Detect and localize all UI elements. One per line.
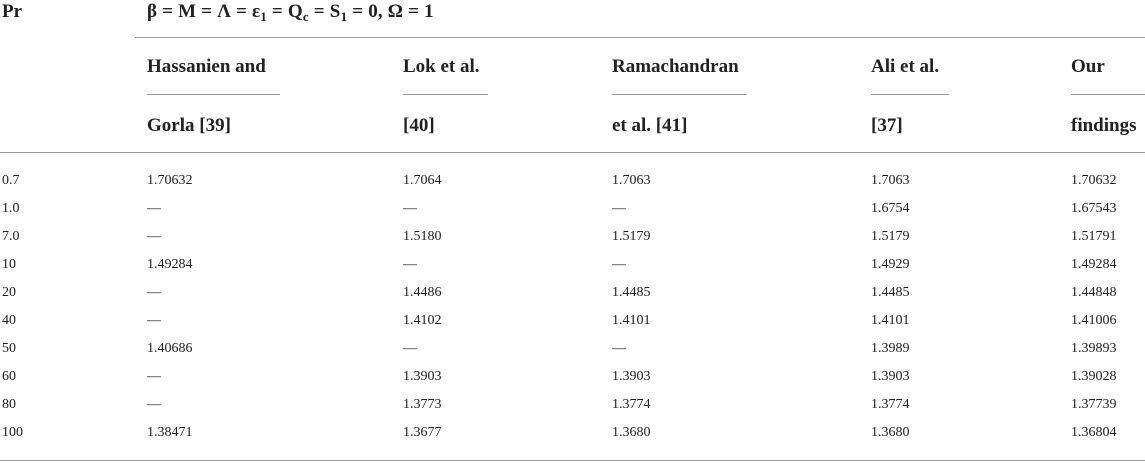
cell-pr: 100 (2, 425, 23, 440)
col-rule-lok (403, 94, 488, 95)
cell-pr: 7.0 (2, 229, 20, 244)
cell-ramachandran: — (612, 201, 626, 216)
col-rule-hassanien (147, 94, 280, 95)
cell-lok: 1.5180 (403, 229, 442, 244)
cell-hassanien: 1.38471 (147, 425, 193, 440)
col-header-lok-line1: Lok et al. (403, 56, 480, 77)
cell-lok: 1.3773 (403, 397, 442, 412)
params-sub-c: c (302, 9, 309, 24)
cell-lok: 1.4102 (403, 313, 442, 328)
params-sub-2: 1 (340, 9, 348, 24)
cell-ali: 1.3680 (871, 425, 910, 440)
cell-ours: 1.39028 (1071, 369, 1117, 384)
cell-ramachandran: 1.4101 (612, 313, 651, 328)
params-mid: = Q (266, 1, 303, 22)
pr-header: Pr (2, 1, 23, 22)
col-rule-ramachandran (612, 94, 747, 95)
cell-pr: 60 (2, 369, 16, 384)
col-rule-ali (871, 94, 949, 95)
col-header-ours-line2: findings (1071, 115, 1137, 136)
cell-hassanien: — (147, 397, 161, 412)
col-header-ali-line2: [37] (871, 115, 903, 136)
cell-ramachandran: 1.5179 (612, 229, 651, 244)
cell-ali: 1.3774 (871, 397, 910, 412)
col-header-lok-line2: [40] (403, 115, 435, 136)
cell-hassanien: — (147, 201, 161, 216)
cell-ours: 1.44848 (1071, 285, 1117, 300)
col-header-ramachandran-line2: et al. [41] (612, 115, 688, 136)
params-prefix: β = M = Λ = ε (147, 1, 261, 22)
cell-hassanien: 1.40686 (147, 341, 193, 356)
cell-lok: — (403, 341, 417, 356)
cell-lok: 1.7064 (403, 173, 442, 188)
cell-ours: 1.49284 (1071, 257, 1117, 272)
cell-ali: 1.5179 (871, 229, 910, 244)
header-bottom-rule (0, 152, 1145, 153)
cell-lok: 1.3677 (403, 425, 442, 440)
cell-lok: 1.3903 (403, 369, 442, 384)
params-sub-1: 1 (260, 9, 267, 24)
cell-ali: 1.4101 (871, 313, 910, 328)
cell-ours: 1.36804 (1071, 425, 1117, 440)
cell-ramachandran: 1.3903 (612, 369, 651, 384)
col-header-ramachandran-line1: Ramachandran (612, 56, 739, 77)
params-mid-2: = S (308, 1, 341, 22)
cell-ours: 1.37739 (1071, 397, 1117, 412)
cell-pr: 80 (2, 397, 16, 412)
cell-hassanien: — (147, 285, 161, 300)
cell-ramachandran: — (612, 257, 626, 272)
cell-hassanien: — (147, 313, 161, 328)
cell-lok: 1.4486 (403, 285, 442, 300)
parameter-header (147, 1, 434, 23)
cell-lok: — (403, 257, 417, 272)
cell-ramachandran: 1.4485 (612, 285, 651, 300)
cell-ours: 1.39893 (1071, 341, 1117, 356)
cell-ours: 1.70632 (1071, 173, 1117, 188)
col-header-hassanien-line2: Gorla [39] (147, 115, 231, 136)
col-header-ali-line1: Ali et al. (871, 56, 940, 77)
cell-ali: 1.4929 (871, 257, 910, 272)
cell-ramachandran: 1.7063 (612, 173, 651, 188)
cell-pr: 10 (2, 257, 16, 272)
params-suffix: = 0, Ω = 1 (347, 1, 434, 22)
cell-ours: 1.41006 (1071, 313, 1117, 328)
cell-hassanien: — (147, 229, 161, 244)
col-header-ours-line1: Our (1071, 56, 1105, 77)
cell-lok: — (403, 201, 417, 216)
cell-hassanien: — (147, 369, 161, 384)
cell-ali: 1.3903 (871, 369, 910, 384)
table-bottom-rule (0, 460, 1145, 461)
col-rule-ours (1071, 94, 1145, 95)
header-top-rule (135, 37, 1145, 38)
cell-pr: 1.0 (2, 201, 20, 216)
cell-ramachandran: 1.3680 (612, 425, 651, 440)
cell-pr: 20 (2, 285, 16, 300)
cell-ours: 1.67543 (1071, 201, 1117, 216)
cell-pr: 40 (2, 313, 16, 328)
cell-ramachandran: 1.3774 (612, 397, 651, 412)
cell-pr: 50 (2, 341, 16, 356)
col-header-hassanien-line1: Hassanien and (147, 56, 266, 77)
cell-ours: 1.51791 (1071, 229, 1117, 244)
cell-ali: 1.7063 (871, 173, 910, 188)
cell-hassanien: 1.49284 (147, 257, 193, 272)
cell-pr: 0.7 (2, 173, 20, 188)
cell-hassanien: 1.70632 (147, 173, 193, 188)
cell-ali: 1.4485 (871, 285, 910, 300)
cell-ramachandran: — (612, 341, 626, 356)
cell-ali: 1.6754 (871, 201, 910, 216)
cell-ali: 1.3989 (871, 341, 910, 356)
